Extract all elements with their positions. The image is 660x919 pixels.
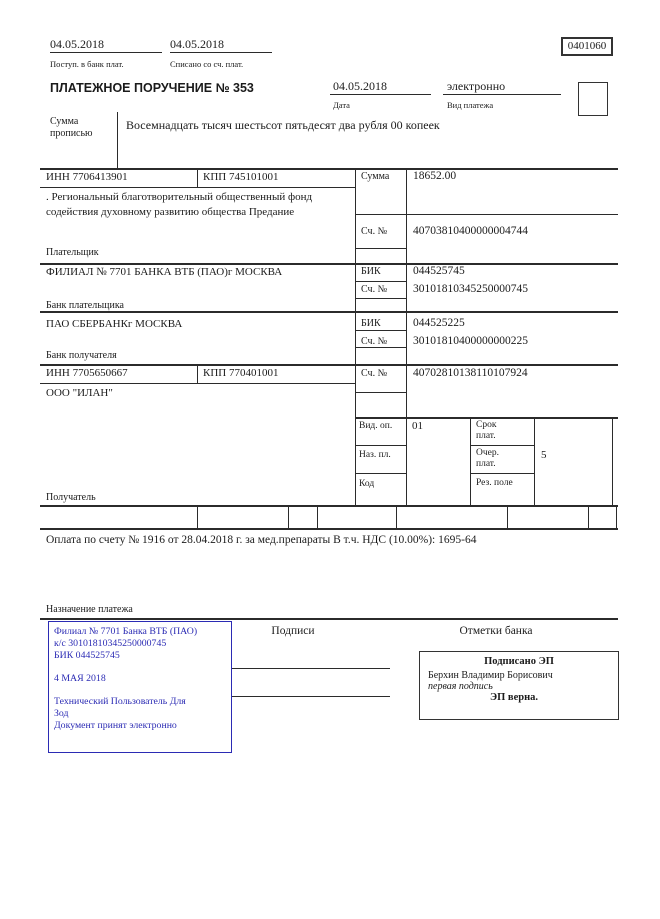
table-line xyxy=(40,618,618,620)
bank-note-line xyxy=(54,685,226,696)
reserve-field-label: Рез. поле xyxy=(476,478,513,488)
payee-account-label: Сч. № xyxy=(361,368,388,379)
payee-name: ООО "ИЛАН" xyxy=(46,387,113,399)
received-in-bank-label: Поступ. в банк плат. xyxy=(50,59,124,69)
purpose-text: Оплата по счету № 1916 от 28.04.2018 г. за мед.препараты В т.ч. НДС (10.00%): 1695-64 xyxy=(46,534,477,546)
tax-field-cell-divider xyxy=(288,505,289,528)
table-line xyxy=(355,445,406,446)
bank-note-line xyxy=(54,662,226,673)
table-line xyxy=(355,417,618,419)
payee-bank-caption: Банк получателя xyxy=(46,350,117,361)
payer-kpp: КПП 745101001 xyxy=(203,171,279,183)
tax-field-cell-divider xyxy=(197,505,198,528)
payee-bank-bik-value: 044525225 xyxy=(413,317,465,329)
payee-account-value: 40702810138110107924 xyxy=(413,367,528,379)
signature-line xyxy=(232,696,390,697)
bank-note-line: Филиал № 7701 Банка ВТБ (ПАО) xyxy=(54,626,198,637)
payee-bank-account-label: Сч. № xyxy=(361,336,388,347)
bank-electronic-note-box xyxy=(48,621,232,753)
payer-name: . Региональный благотворительный общественный фонд содействия духовному развитию общества Предание xyxy=(46,191,313,218)
payee-caption: Получатель xyxy=(46,492,96,503)
tax-field-cell-divider xyxy=(507,505,508,528)
table-line xyxy=(355,281,406,282)
purpose-code-label: Наз. пл. xyxy=(359,450,391,460)
bank-note-line: к/с 30101810345250000745 xyxy=(54,637,167,649)
signatures-header: Подписи xyxy=(271,625,315,637)
debited-label: Списано со сч. плат. xyxy=(170,59,244,69)
bank-note-line: 4 МАЯ 2018 xyxy=(54,672,106,684)
payee-bank-name: ПАО СБЕРБАНКг МОСКВА xyxy=(46,318,183,330)
page-title: ПЛАТЕЖНОЕ ПОРУЧЕНИЕ № 353 xyxy=(50,81,254,95)
payment-order-label: Очер. плат. xyxy=(476,448,499,469)
tax-field-cell-divider xyxy=(588,505,589,528)
table-line xyxy=(197,168,198,187)
bank-note-line: Зод xyxy=(54,707,69,719)
sum-value: 18652.00 xyxy=(413,170,457,182)
payment-term-label: Срок плат. xyxy=(476,420,497,441)
table-line xyxy=(40,383,355,384)
operation-type-value: 01 xyxy=(412,420,423,432)
table-line xyxy=(355,214,618,215)
table-line xyxy=(40,364,618,366)
table-line xyxy=(40,168,618,170)
payer-bank-bik-value: 044525745 xyxy=(413,265,465,277)
payer-bank-caption: Банк плательщика xyxy=(46,300,124,311)
table-line xyxy=(40,505,618,507)
bank-note-line: Документ принят электронно xyxy=(54,719,177,731)
debited-date: 04.05.2018 xyxy=(170,38,272,53)
table-line xyxy=(355,298,406,299)
payment-kind-label: Вид платежа xyxy=(447,100,494,110)
amount-words-label: Сумма прописью xyxy=(50,116,93,139)
table-line xyxy=(197,364,198,383)
tax-field-cell-divider xyxy=(396,505,397,528)
bank-note-line: БИК 044525745 xyxy=(54,649,120,661)
bank-note-line: Технический Пользователь Для xyxy=(54,695,186,707)
sum-label: Сумма xyxy=(361,171,390,182)
code-label: Код xyxy=(359,479,375,489)
payee-kpp: КПП 770401001 xyxy=(203,367,279,379)
table-line xyxy=(40,528,618,530)
status-checkbox xyxy=(578,82,608,116)
signature-line xyxy=(232,668,390,669)
purpose-caption: Назначение платежа xyxy=(46,604,133,615)
operation-type-label: Вид. оп. xyxy=(359,421,393,431)
table-line xyxy=(470,445,534,446)
divider-line xyxy=(117,112,118,168)
stamp-signer-name: Берхин Владимир Борисович xyxy=(428,670,553,681)
payee-inn: ИНН 7705650667 xyxy=(46,367,128,379)
table-line xyxy=(355,168,356,505)
payer-bank-account-value: 30101810345250000745 xyxy=(413,283,528,295)
payment-order-value: 5 xyxy=(541,449,547,461)
payer-bank-account-label: Сч. № xyxy=(361,284,388,295)
payee-bank-account-value: 30101810400000000225 xyxy=(413,335,528,347)
table-line xyxy=(612,417,613,505)
stamp-title: Подписано ЭП xyxy=(484,656,554,667)
table-line xyxy=(355,392,406,393)
table-line xyxy=(40,187,355,188)
table-line xyxy=(355,330,406,331)
payer-bank-bik-label: БИК xyxy=(361,266,381,277)
doc-date-value: 04.05.2018 xyxy=(330,80,431,95)
table-line xyxy=(470,473,534,474)
payer-inn: ИНН 7706413901 xyxy=(46,171,128,183)
stamp-verified-text: ЭП верна. xyxy=(490,692,539,703)
received-in-bank-date: 04.05.2018 xyxy=(50,38,162,53)
bank-marks-header: Отметки банка xyxy=(459,625,533,637)
payee-bank-bik-label: БИК xyxy=(361,318,381,329)
tax-field-cell-divider xyxy=(616,505,617,528)
stamp-signature-type: первая подпись xyxy=(428,681,493,692)
form-code-box: 0401060 xyxy=(561,37,613,56)
table-line xyxy=(40,263,618,265)
doc-date-label: Дата xyxy=(333,100,350,110)
table-line xyxy=(40,311,618,313)
payer-account-label: Сч. № xyxy=(361,226,388,237)
table-line xyxy=(355,473,406,474)
table-line xyxy=(470,417,471,505)
payment-kind-value: электронно xyxy=(443,80,561,95)
table-line xyxy=(406,168,407,505)
payer-bank-name: ФИЛИАЛ № 7701 БАНКА ВТБ (ПАО)г МОСКВА xyxy=(46,266,283,278)
table-line xyxy=(355,248,406,249)
tax-field-cell-divider xyxy=(317,505,318,528)
signature-stamp-box xyxy=(419,651,619,720)
payer-account-value: 40703810400000004744 xyxy=(413,225,528,237)
payer-caption: Плательщик xyxy=(46,247,99,258)
amount-words-value: Восемнадцать тысяч шестьсот пятьдесят два рубля 00 копеек xyxy=(126,118,440,132)
table-line xyxy=(534,417,535,505)
